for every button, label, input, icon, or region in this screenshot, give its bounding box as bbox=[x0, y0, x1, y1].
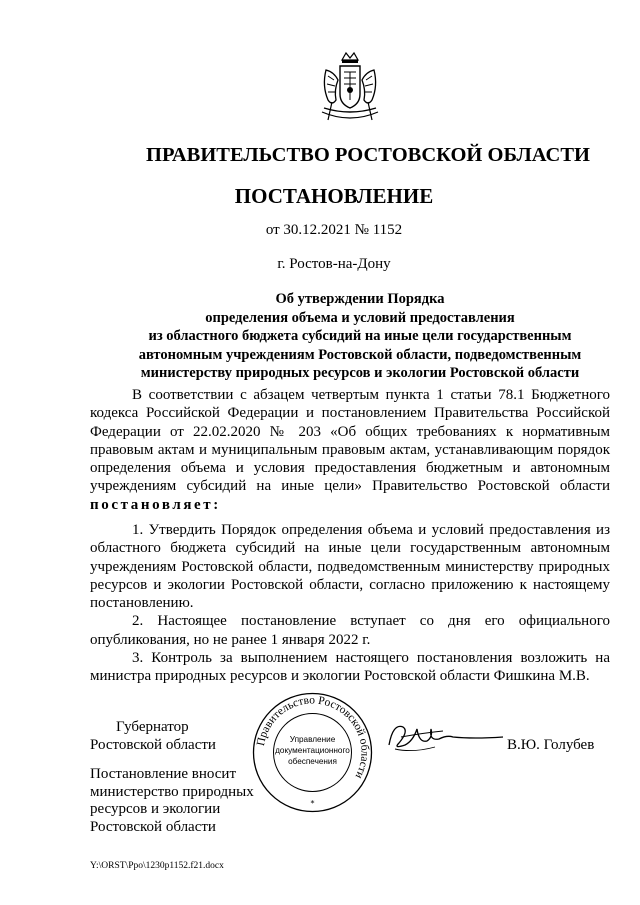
resolution-item: 3. Контроль за выполнением настоящего постановления возложить на министра природных ресурсов и экологии Ростовской области Фишкина М.В. bbox=[90, 650, 610, 685]
seal-outer-text: Правительство Ростовской области bbox=[254, 694, 371, 781]
subject-line: из областного бюджета субсидий на иные цели государственным bbox=[148, 328, 572, 344]
subject-line: министерству природных ресурсов и экологии Ростовской области bbox=[140, 365, 580, 381]
seal-inner-line: обеспечения bbox=[288, 757, 337, 766]
preamble-text: В соответствии с абзацем четвертым пункта 1 статьи 78.1 Бюджетного кодекса Российской Федерации и постановлением Правительства Российской Федерации от 22.02.2020 № 203 «Об общих требованиях к нормативным правовым актам и муниципальным правовым актам, устанавливающим порядок определения объема и условия предоставления бюджетным и автономным учреждениям субсидий на иные цели» Правительство Ростовской области bbox=[90, 387, 610, 495]
introduced-by: Постановление вносит министерство природных ресурсов и экологии Ростовской области bbox=[90, 766, 254, 835]
document-date-number: от 30.12.2021 № 1152 bbox=[265, 222, 403, 238]
subject-line: автономным учреждениям Ростовской области, подведомственным bbox=[138, 346, 582, 363]
subject-line: Об утверждении Порядка bbox=[275, 291, 445, 307]
document-type: ПОСТАНОВЛЕНИЕ bbox=[234, 184, 434, 208]
governor-title-line1: Губернатор bbox=[116, 719, 189, 735]
file-path: Y:\ORST\Ppo\1230p1152.f21.docx bbox=[90, 861, 224, 871]
seal-inner-line: документационного bbox=[275, 746, 350, 755]
subject-line: определения объема и условий предоставления bbox=[205, 309, 515, 326]
seal-inner-line: Управление bbox=[289, 735, 336, 744]
resolution-item: 1. Утвердить Порядок определения объема и условий предоставления из областного бюджета субсидий на иные цели государственным автономным учреждениям Ростовской области, подведомственным министерству природных ресурсов и экологии Ростовской области, согласно приложению к настоящему постановлению. bbox=[90, 522, 610, 612]
preamble bbox=[90, 386, 610, 514]
resolution-item: 2. Настоящее постановление вступает со дня его официального опубликования, но не ранее 1 января 2022 г. bbox=[90, 613, 610, 648]
governor-title-line2: Ростовской области bbox=[90, 736, 216, 753]
resolves-word: постановляет: bbox=[90, 496, 221, 513]
resolution-items bbox=[90, 521, 610, 686]
official-seal bbox=[250, 690, 375, 815]
government-title: ПРАВИТЕЛЬСТВО РОСТОВСКОЙ ОБЛАСТИ bbox=[146, 144, 590, 166]
governor-name: В.Ю. Голубев bbox=[507, 737, 595, 753]
governor-title bbox=[90, 719, 260, 754]
coat-of-arms-icon bbox=[318, 50, 382, 126]
handwritten-signature bbox=[383, 715, 508, 760]
document-subject bbox=[90, 290, 630, 383]
document-city: г. Ростов-на-Дону bbox=[277, 256, 391, 272]
seal-star-icon: * bbox=[310, 799, 315, 808]
